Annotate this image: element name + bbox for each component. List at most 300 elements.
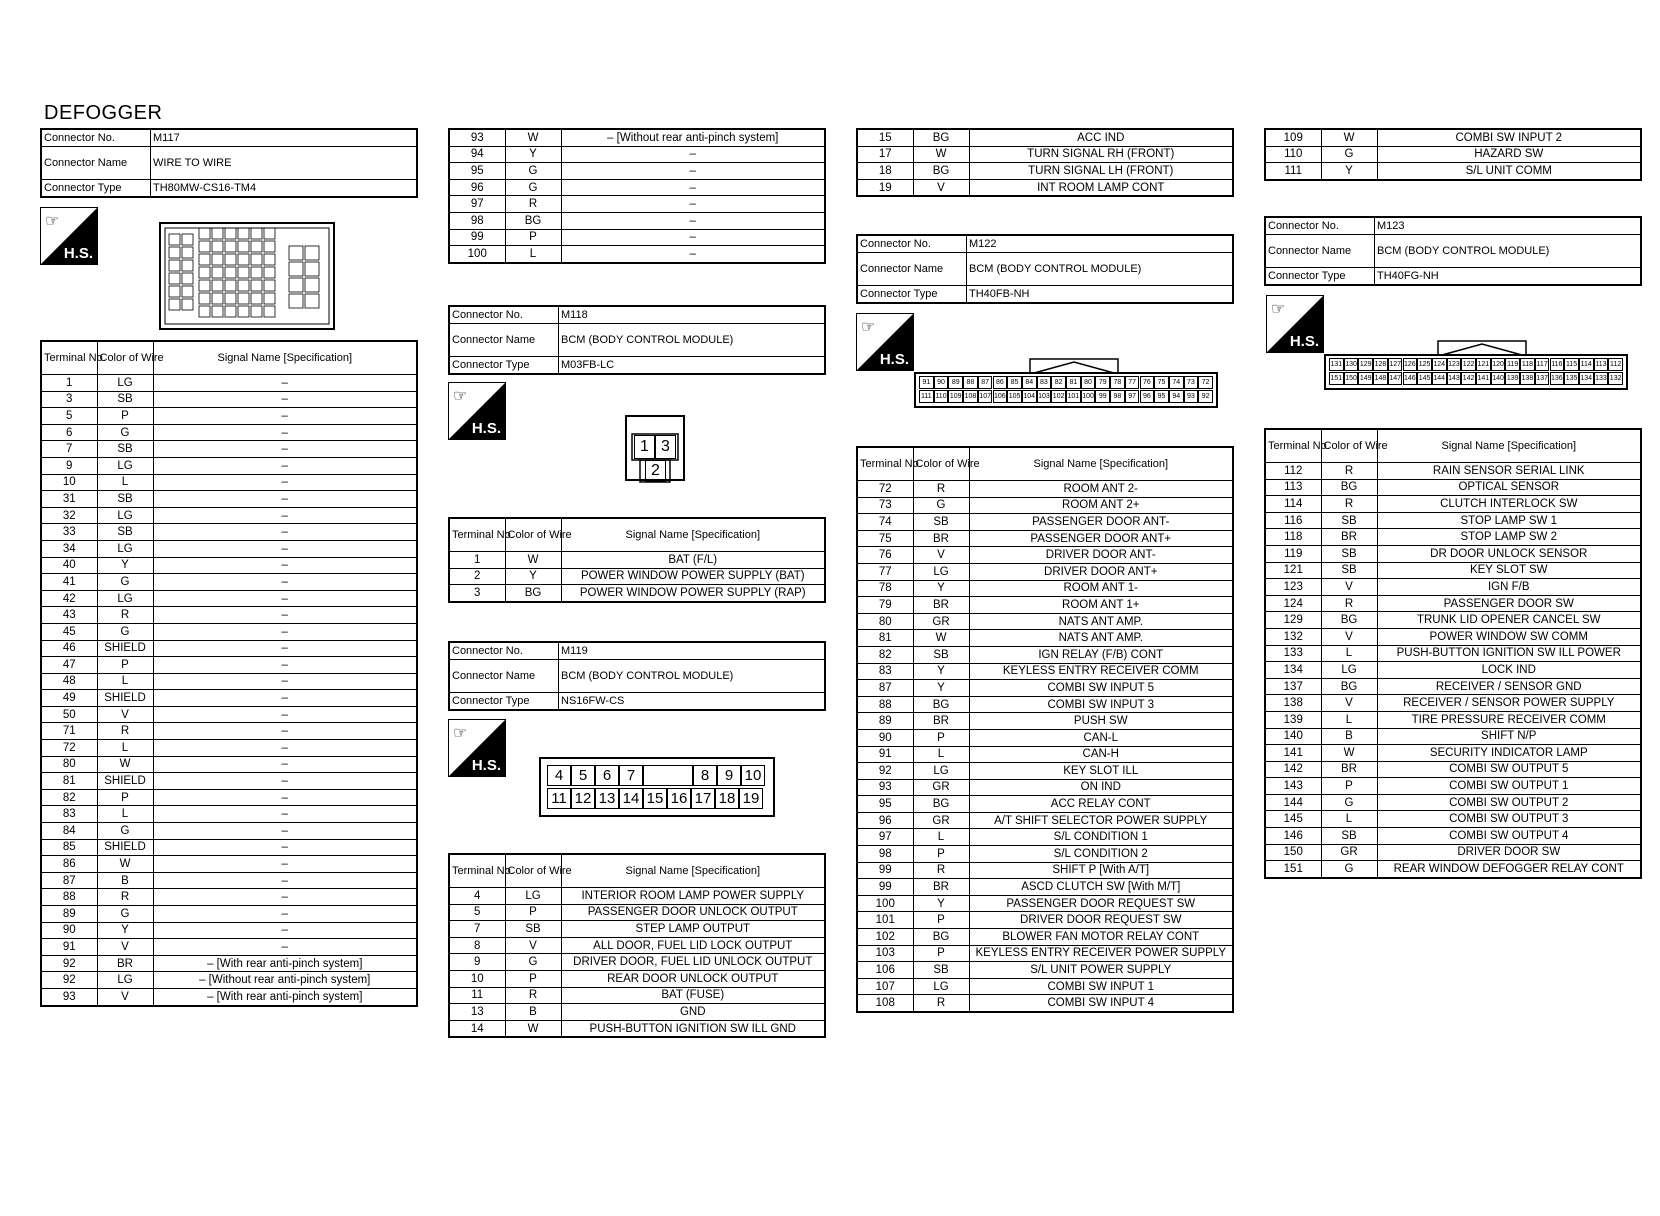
wire-color-cell: BG: [913, 163, 969, 180]
table-row: [449, 212, 825, 229]
connector-no-value: M117: [151, 129, 418, 147]
terminal-no-cell: 3: [449, 585, 505, 602]
color-of-wire-header: Color of Wire: [1321, 429, 1377, 463]
signal-name-cell: GND: [561, 1004, 825, 1021]
wire-color-cell: GR: [913, 779, 969, 796]
wire-color-cell: V: [913, 179, 969, 196]
table-row: [41, 408, 417, 425]
pin-72: 72: [1198, 376, 1213, 389]
table-row: [449, 196, 825, 213]
table-row: [1265, 146, 1641, 163]
table-row: [41, 507, 417, 524]
terminal-no-cell: 119: [1265, 545, 1321, 562]
terminal-table-m117-wrap: [40, 340, 418, 1007]
terminal-no-cell: 79: [857, 597, 913, 614]
wire-color-cell: Y: [505, 146, 561, 163]
table-row: [1265, 861, 1641, 878]
signal-name-cell: –: [153, 673, 417, 690]
harness-side-icon: [1266, 295, 1324, 353]
table-row: [449, 552, 825, 569]
wire-color-cell: SB: [913, 962, 969, 979]
terminal-no-cell: 91: [857, 746, 913, 763]
table-row: [1265, 479, 1641, 496]
table-row: [41, 939, 417, 956]
signal-name-cell: CAN-H: [969, 746, 1233, 763]
terminal-no-cell: 103: [857, 945, 913, 962]
signal-name-cell: KEY SLOT SW: [1377, 562, 1641, 579]
signal-name-cell: OPTICAL SENSOR: [1377, 479, 1641, 496]
table-row: [1265, 828, 1641, 845]
signal-name-cell: BAT (FUSE): [561, 987, 825, 1004]
pin-146: 146: [1403, 372, 1418, 385]
table-row: [1265, 645, 1641, 662]
terminal-no-cell: 99: [857, 862, 913, 879]
terminal-no-cell: 111: [1265, 163, 1321, 180]
terminal-no-cell: 72: [857, 481, 913, 498]
connector-no-label: Connector No.: [857, 235, 967, 253]
pin-row-top: [919, 376, 1213, 389]
pin-92: 92: [1198, 390, 1213, 403]
wire-color-cell: L: [1321, 811, 1377, 828]
pin-103: 103: [1037, 390, 1052, 403]
table-row: [857, 829, 1233, 846]
pin-104: 104: [1022, 390, 1037, 403]
terminal-no-cell: 96: [449, 179, 505, 196]
signal-name-cell: –: [561, 229, 825, 246]
terminal-no-cell: 97: [449, 196, 505, 213]
signal-name-cell: PUSH SW: [969, 713, 1233, 730]
terminal-no-cell: 84: [41, 823, 97, 840]
wire-color-cell: LG: [97, 540, 153, 557]
table-row: [857, 563, 1233, 580]
terminal-no-cell: 9: [41, 457, 97, 474]
terminal-no-cell: 71: [41, 723, 97, 740]
signal-name-cell: –: [153, 507, 417, 524]
terminal-no-cell: 143: [1265, 778, 1321, 795]
hs-label: H.S.: [471, 420, 501, 437]
terminal-no-cell: 80: [857, 613, 913, 630]
pin-136: 136: [1550, 372, 1565, 385]
table-row: [41, 640, 417, 657]
wire-color-cell: W: [1321, 745, 1377, 762]
terminal-no-cell: 116: [1265, 512, 1321, 529]
signal-name-cell: –: [153, 640, 417, 657]
signal-name-cell: DRIVER DOOR, FUEL LID UNLOCK OUTPUT: [561, 954, 825, 971]
signal-name-cell: –: [153, 806, 417, 823]
connector-name-label: Connector Name: [41, 147, 151, 180]
table-row: [449, 179, 825, 196]
terminal-no-cell: 107: [857, 978, 913, 995]
signal-name-cell: ROOM ANT 1+: [969, 597, 1233, 614]
connector-no-label: Connector No.: [449, 306, 559, 324]
signal-name-cell: –: [153, 922, 417, 939]
pin-106: 106: [993, 390, 1008, 403]
terminal-no-cell: 93: [857, 779, 913, 796]
pin-86: 86: [993, 376, 1008, 389]
table-row: [449, 246, 825, 263]
pin-12: 12: [571, 788, 595, 809]
wire-color-cell: G: [97, 623, 153, 640]
pin-145: 145: [1417, 372, 1432, 385]
terminal-no-cell: 95: [449, 163, 505, 180]
terminal-no-cell: 94: [449, 146, 505, 163]
signal-name-cell: COMBI SW OUTPUT 4: [1377, 828, 1641, 845]
terminal-no-cell: 140: [1265, 728, 1321, 745]
table-row: [857, 763, 1233, 780]
connector-no-label: Connector No.: [449, 642, 559, 660]
signal-name-cell: STEP LAMP OUTPUT: [561, 921, 825, 938]
terminal-no-cell: 10: [449, 970, 505, 987]
signal-name-cell: STOP LAMP SW 1: [1377, 512, 1641, 529]
pin-17: 17: [691, 788, 715, 809]
wire-color-cell: W: [97, 856, 153, 873]
connector-type-label: Connector Type: [41, 180, 151, 198]
wire-color-cell: Y: [505, 568, 561, 585]
harness-side-icon: [448, 382, 506, 440]
terminal-no-cell: 91: [41, 939, 97, 956]
terminal-no-cell: 8: [449, 937, 505, 954]
wire-color-cell: BG: [913, 796, 969, 813]
wire-color-cell: SHIELD: [97, 690, 153, 707]
table-row: [857, 630, 1233, 647]
wire-color-cell: G: [97, 823, 153, 840]
wire-color-cell: G: [97, 574, 153, 591]
terminal-no-cell: 47: [41, 657, 97, 674]
signal-name-cell: –: [153, 491, 417, 508]
table-row: [857, 796, 1233, 813]
hand-icon: ☞: [45, 213, 60, 230]
wire-color-cell: R: [97, 889, 153, 906]
table-row: [1265, 612, 1641, 629]
terminal-no-cell: 92: [41, 972, 97, 989]
terminal-no-cell: 137: [1265, 678, 1321, 695]
wire-color-cell: L: [913, 829, 969, 846]
table-row: [857, 597, 1233, 614]
terminal-no-cell: 50: [41, 706, 97, 723]
terminal-table-m122-cont: [1264, 128, 1642, 181]
terminal-no-cell: 86: [41, 856, 97, 873]
terminal-no-cell: 6: [41, 424, 97, 441]
table-row: [41, 922, 417, 939]
hand-icon: ☞: [453, 725, 468, 742]
terminal-no-cell: 112: [1265, 463, 1321, 480]
wire-color-cell: W: [505, 552, 561, 569]
pin-139: 139: [1505, 372, 1520, 385]
terminal-no-cell: 13: [449, 1004, 505, 1021]
terminal-no-cell: 92: [857, 763, 913, 780]
table-row: [857, 663, 1233, 680]
pin-76: 76: [1140, 376, 1155, 389]
wire-color-cell: V: [97, 939, 153, 956]
signal-name-header: Signal Name [Specification]: [969, 447, 1233, 481]
connector-type-value: NS16FW-CS: [559, 693, 826, 711]
pin-74: 74: [1169, 376, 1184, 389]
wire-color-cell: P: [505, 970, 561, 987]
connector-name-label: Connector Name: [449, 660, 559, 693]
table-row: [857, 497, 1233, 514]
table-row: [857, 746, 1233, 763]
table-row: [41, 474, 417, 491]
pin-142: 142: [1461, 372, 1476, 385]
pin-16: 16: [667, 788, 691, 809]
terminal-no-cell: 132: [1265, 628, 1321, 645]
terminal-no-header: Terminal No.: [41, 341, 97, 375]
wire-color-cell: Y: [97, 557, 153, 574]
signal-name-cell: –: [153, 889, 417, 906]
pin-134: 134: [1579, 372, 1594, 385]
signal-name-cell: PASSENGER DOOR ANT+: [969, 530, 1233, 547]
signal-name-cell: ALL DOOR, FUEL LID LOCK OUTPUT: [561, 937, 825, 954]
table-row: [857, 995, 1233, 1012]
pin-108: 108: [963, 390, 978, 403]
table-row: [857, 613, 1233, 630]
terminal-no-cell: 78: [857, 580, 913, 597]
signal-name-cell: –: [153, 723, 417, 740]
pin-113: 113: [1594, 358, 1609, 371]
terminal-no-cell: 5: [41, 408, 97, 425]
table-row: [857, 962, 1233, 979]
table-row: [449, 954, 825, 971]
signal-name-cell: COMBI SW OUTPUT 3: [1377, 811, 1641, 828]
terminal-no-cell: 41: [41, 574, 97, 591]
wire-color-cell: G: [97, 424, 153, 441]
signal-name-cell: –: [561, 196, 825, 213]
pin-77: 77: [1125, 376, 1140, 389]
pin-row-bottom: [919, 390, 1213, 403]
wire-color-cell: B: [97, 872, 153, 889]
terminal-no-cell: 133: [1265, 645, 1321, 662]
table-row: [41, 872, 417, 889]
pin-row-top: [547, 765, 767, 786]
terminal-no-cell: 141: [1265, 745, 1321, 762]
connector-name-value: BCM (BODY CONTROL MODULE): [967, 253, 1234, 286]
wire-color-cell: SB: [913, 646, 969, 663]
terminal-table-m123: [1264, 428, 1642, 879]
signal-name-cell: –: [153, 607, 417, 624]
signal-name-cell: SECURITY INDICATOR LAMP: [1377, 745, 1641, 762]
signal-name-cell: PASSENGER DOOR ANT-: [969, 514, 1233, 531]
hand-icon: ☞: [453, 388, 468, 405]
signal-name-cell: S/L UNIT POWER SUPPLY: [969, 962, 1233, 979]
signal-name-cell: – [Without rear anti-pinch system]: [153, 972, 417, 989]
connector-type-value: TH40FG-NH: [1375, 268, 1642, 286]
pin-blank: [643, 765, 693, 786]
terminal-no-cell: 95: [857, 796, 913, 813]
wire-color-cell: BR: [913, 530, 969, 547]
pin-141: 141: [1476, 372, 1491, 385]
terminal-table-m117: [40, 340, 418, 1007]
terminal-table-m118: [448, 517, 826, 603]
table-row: [1265, 678, 1641, 695]
terminal-no-cell: 101: [857, 912, 913, 929]
signal-name-cell: –: [153, 441, 417, 458]
terminal-table-m119-wrap: [448, 853, 826, 1038]
signal-name-cell: LOCK IND: [1377, 662, 1641, 679]
signal-name-cell: –: [153, 540, 417, 557]
terminal-no-cell: 80: [41, 756, 97, 773]
terminal-no-cell: 19: [857, 179, 913, 196]
pin-150: 150: [1344, 372, 1359, 385]
terminal-no-cell: 99: [857, 879, 913, 896]
wire-color-cell: G: [97, 906, 153, 923]
signal-name-cell: KEYLESS ENTRY RECEIVER COMM: [969, 663, 1233, 680]
connector-name-value: BCM (BODY CONTROL MODULE): [559, 324, 826, 357]
wire-color-cell: R: [1321, 595, 1377, 612]
table-row: [857, 912, 1233, 929]
table-row: [41, 806, 417, 823]
signal-name-cell: – [With rear anti-pinch system]: [153, 988, 417, 1005]
signal-name-cell: –: [153, 557, 417, 574]
terminal-no-cell: 75: [857, 530, 913, 547]
wire-color-cell: R: [505, 987, 561, 1004]
color-of-wire-header: Color of Wire: [97, 341, 153, 375]
wire-color-cell: LG: [97, 590, 153, 607]
table-row: [1265, 512, 1641, 529]
wire-color-cell: W: [913, 630, 969, 647]
pin-95: 95: [1154, 390, 1169, 403]
wire-color-cell: P: [97, 657, 153, 674]
terminal-no-cell: 17: [857, 146, 913, 163]
signal-name-cell: CAN-L: [969, 729, 1233, 746]
wire-color-cell: BG: [1321, 678, 1377, 695]
signal-name-cell: A/T SHIFT SELECTOR POWER SUPPLY: [969, 812, 1233, 829]
terminal-no-cell: 138: [1265, 695, 1321, 712]
table-row: [41, 623, 417, 640]
table-row: [41, 773, 417, 790]
wire-color-cell: P: [913, 945, 969, 962]
pin-116: 116: [1550, 358, 1565, 371]
table-row: [1265, 745, 1641, 762]
table-row: [41, 955, 417, 972]
table-row: [449, 937, 825, 954]
table-row: [41, 823, 417, 840]
table-row: [41, 424, 417, 441]
signal-name-cell: –: [153, 457, 417, 474]
pin-101: 101: [1066, 390, 1081, 403]
connector-type-value: TH40FB-NH: [967, 286, 1234, 304]
signal-name-cell: COMBI SW INPUT 1: [969, 978, 1233, 995]
wire-color-cell: V: [1321, 628, 1377, 645]
signal-name-cell: PUSH-BUTTON IGNITION SW ILL POWER: [1377, 645, 1641, 662]
signal-name-cell: REAR WINDOW DEFOGGER RELAY CONT: [1377, 861, 1641, 878]
terminal-no-cell: 90: [857, 729, 913, 746]
terminal-no-cell: 49: [41, 690, 97, 707]
terminal-no-cell: 90: [41, 922, 97, 939]
terminal-no-cell: 89: [857, 713, 913, 730]
pin-130: 130: [1344, 358, 1359, 371]
terminal-no-cell: 7: [41, 441, 97, 458]
pin-19: 19: [739, 788, 763, 809]
pin-90: 90: [934, 376, 949, 389]
signal-name-cell: INTERIOR ROOM LAMP POWER SUPPLY: [561, 888, 825, 905]
wire-color-cell: SB: [1321, 562, 1377, 579]
signal-name-cell: –: [153, 789, 417, 806]
terminal-no-cell: 151: [1265, 861, 1321, 878]
pin-122: 122: [1461, 358, 1476, 371]
terminal-no-cell: 87: [41, 872, 97, 889]
connector-info-m119-wrap: [448, 641, 826, 711]
page-title: DEFOGGER: [44, 102, 163, 124]
signal-name-cell: KEY SLOT ILL: [969, 763, 1233, 780]
signal-name-cell: –: [153, 872, 417, 889]
signal-name-cell: PUSH-BUTTON IGNITION SW ILL GND: [561, 1020, 825, 1037]
signal-name-cell: COMBI SW INPUT 5: [969, 680, 1233, 697]
signal-name-cell: –: [153, 906, 417, 923]
wire-color-cell: BG: [505, 585, 561, 602]
signal-name-cell: REAR DOOR UNLOCK OUTPUT: [561, 970, 825, 987]
pin-149: 149: [1358, 372, 1373, 385]
signal-name-header: Signal Name [Specification]: [153, 341, 417, 375]
signal-name-cell: COMBI SW INPUT 3: [969, 696, 1233, 713]
signal-name-cell: S/L CONDITION 1: [969, 829, 1233, 846]
terminal-no-header: Terminal No.: [449, 518, 505, 552]
table-row: [857, 862, 1233, 879]
pin-119: 119: [1505, 358, 1520, 371]
terminal-no-cell: 15: [857, 129, 913, 146]
hs-label: H.S.: [1289, 333, 1319, 350]
terminal-table-m117-cont-wrap: [448, 128, 826, 264]
connector-info-m123: [1264, 216, 1642, 286]
table-row: [1265, 695, 1641, 712]
signal-name-cell: POWER WINDOW SW COMM: [1377, 628, 1641, 645]
table-row: [449, 970, 825, 987]
wire-color-cell: R: [913, 481, 969, 498]
terminal-no-cell: 82: [857, 646, 913, 663]
terminal-no-cell: 73: [857, 497, 913, 514]
pin-84: 84: [1022, 376, 1037, 389]
pin-91: 91: [919, 376, 934, 389]
signal-name-cell: POWER WINDOW POWER SUPPLY (BAT): [561, 568, 825, 585]
connector-name-label: Connector Name: [449, 324, 559, 357]
table-row: [41, 441, 417, 458]
signal-name-cell: –: [153, 623, 417, 640]
connector-no-label: Connector No.: [1265, 217, 1375, 235]
table-row: [41, 457, 417, 474]
pin-73: 73: [1184, 376, 1199, 389]
table-row: [41, 391, 417, 408]
harness-side-icon: [856, 313, 914, 371]
table-row: [449, 921, 825, 938]
signal-name-cell: –: [153, 690, 417, 707]
pin-10: 10: [741, 765, 765, 786]
terminal-no-cell: 146: [1265, 828, 1321, 845]
signal-name-cell: ROOM ANT 2-: [969, 481, 1233, 498]
terminal-no-cell: 34: [41, 540, 97, 557]
pin-111: 111: [919, 390, 934, 403]
pin-97: 97: [1125, 390, 1140, 403]
terminal-no-cell: 142: [1265, 761, 1321, 778]
terminal-no-cell: 145: [1265, 811, 1321, 828]
pin-112: 112: [1608, 358, 1623, 371]
wire-color-cell: BG: [913, 129, 969, 146]
pin-120: 120: [1491, 358, 1506, 371]
table-row: [41, 524, 417, 541]
terminal-no-cell: 98: [449, 212, 505, 229]
connector-diagram-m118: [624, 414, 686, 488]
table-row: [1265, 595, 1641, 612]
signal-name-cell: COMBI SW OUTPUT 1: [1377, 778, 1641, 795]
table-row: [449, 229, 825, 246]
wire-color-cell: G: [505, 163, 561, 180]
terminal-no-cell: 88: [41, 889, 97, 906]
signal-name-cell: DR DOOR UNLOCK SENSOR: [1377, 545, 1641, 562]
table-row: [857, 146, 1233, 163]
pin-98: 98: [1110, 390, 1125, 403]
terminal-no-cell: 46: [41, 640, 97, 657]
pin-2: 2: [645, 460, 666, 482]
terminal-no-header: Terminal No.: [1265, 429, 1321, 463]
pin-132: 132: [1608, 372, 1623, 385]
